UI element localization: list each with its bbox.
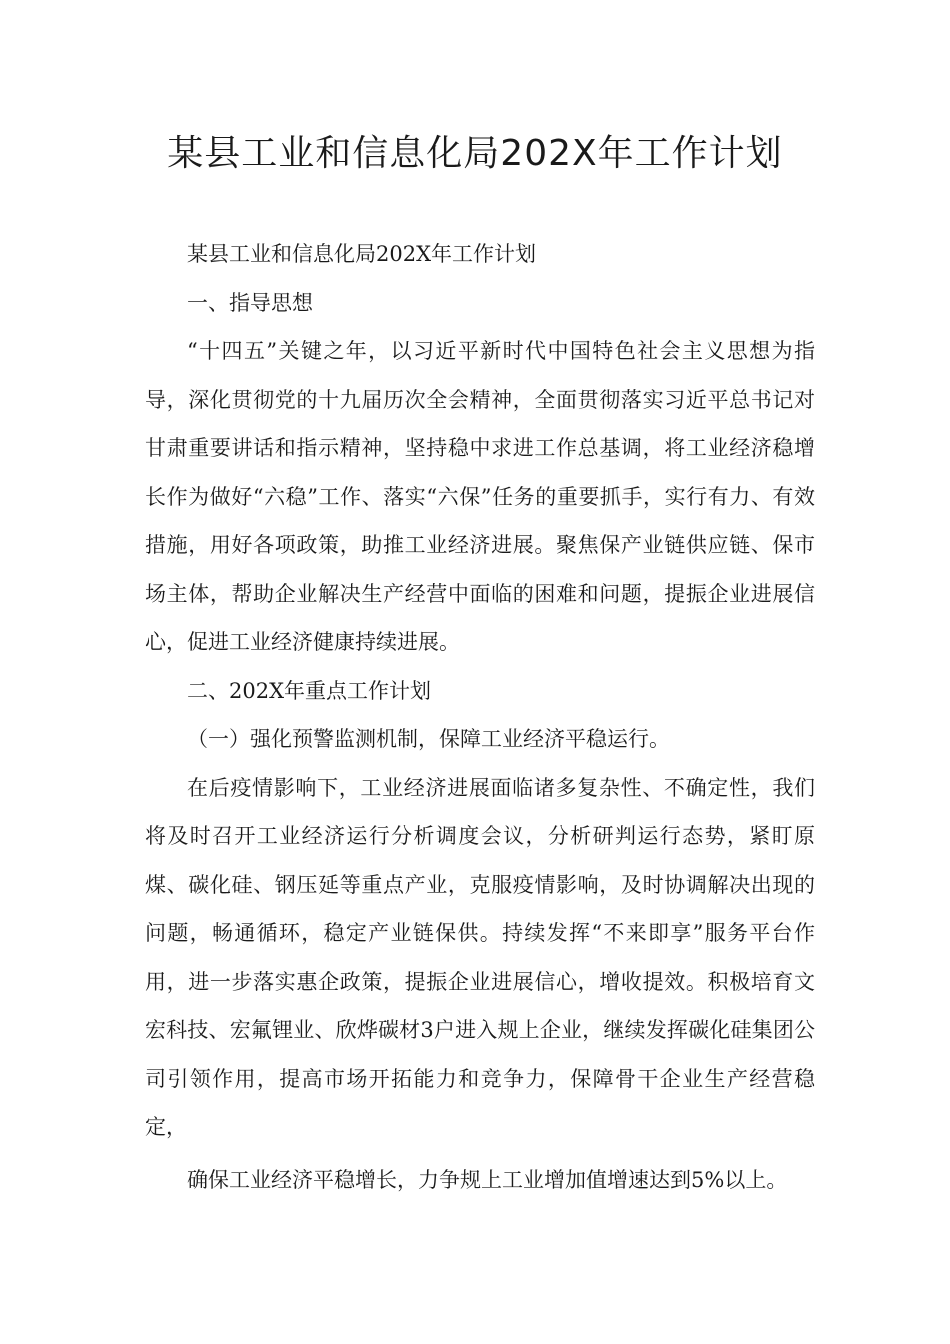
heading-guiding-ideology: 一、指导思想 — [187, 290, 313, 315]
document-title: 某县工业和信息化局202X年工作计划 — [167, 133, 783, 174]
paragraph-growth-target: 确保工业经济平稳增长，力争规上工业增加值增速达到5%以上。 — [187, 1167, 788, 1192]
paragraph-monitoring-mechanism: 在后疫情影响下，工业经济进展面临诸多复杂性、不确定性，我们将及时召开工业经济运行分析调度会议，分析研判运行态势，紧盯原煤、碳化硅、钢压延等重点产业，克服疫情影响，及时协调解决出现的问题，畅通循环，稳定产业链保供。持续发挥“不来即享”服务平台作用，进一步落实惠企政策，提振企业进展信心，增收提效。积极培育文宏科技、宏氟锂业、欣烨碳材3户进入规上企业，继续发挥碳化硅集团公司引领作用，提高市场开拓能力和竞争力，保障骨干企业生产经营稳定， — [145, 775, 815, 1139]
subheading-monitoring-mechanism: （一）强化预警监测机制，保障工业经济平稳运行。 — [187, 727, 670, 751]
heading-key-work-plan: 二、202X年重点工作计划 — [187, 678, 432, 703]
paragraph-guiding-ideology: “十四五”关键之年，以习近平新时代中国特色社会主义思想为指导，深化贯彻党的十九届历次全会精神，全面贯彻落实习近平总书记对甘肃重要讲话和指示精神，坚持稳中求进工作总基调，将工业经济稳增长作为做好“六稳”工作、落实“六保”任务的重要抓手，实行有力、有效措施，用好各项政策，助推工业经济进展。聚焦保产业链供应链、保市场主体，帮助企业解决生产经营中面临的困难和问题，提振企业进展信心，促进工业经济健康持续进展。 — [145, 339, 815, 654]
paragraph-subtitle: 某县工业和信息化局202X年工作计划 — [187, 242, 537, 266]
document-body — [145, 230, 815, 1204]
